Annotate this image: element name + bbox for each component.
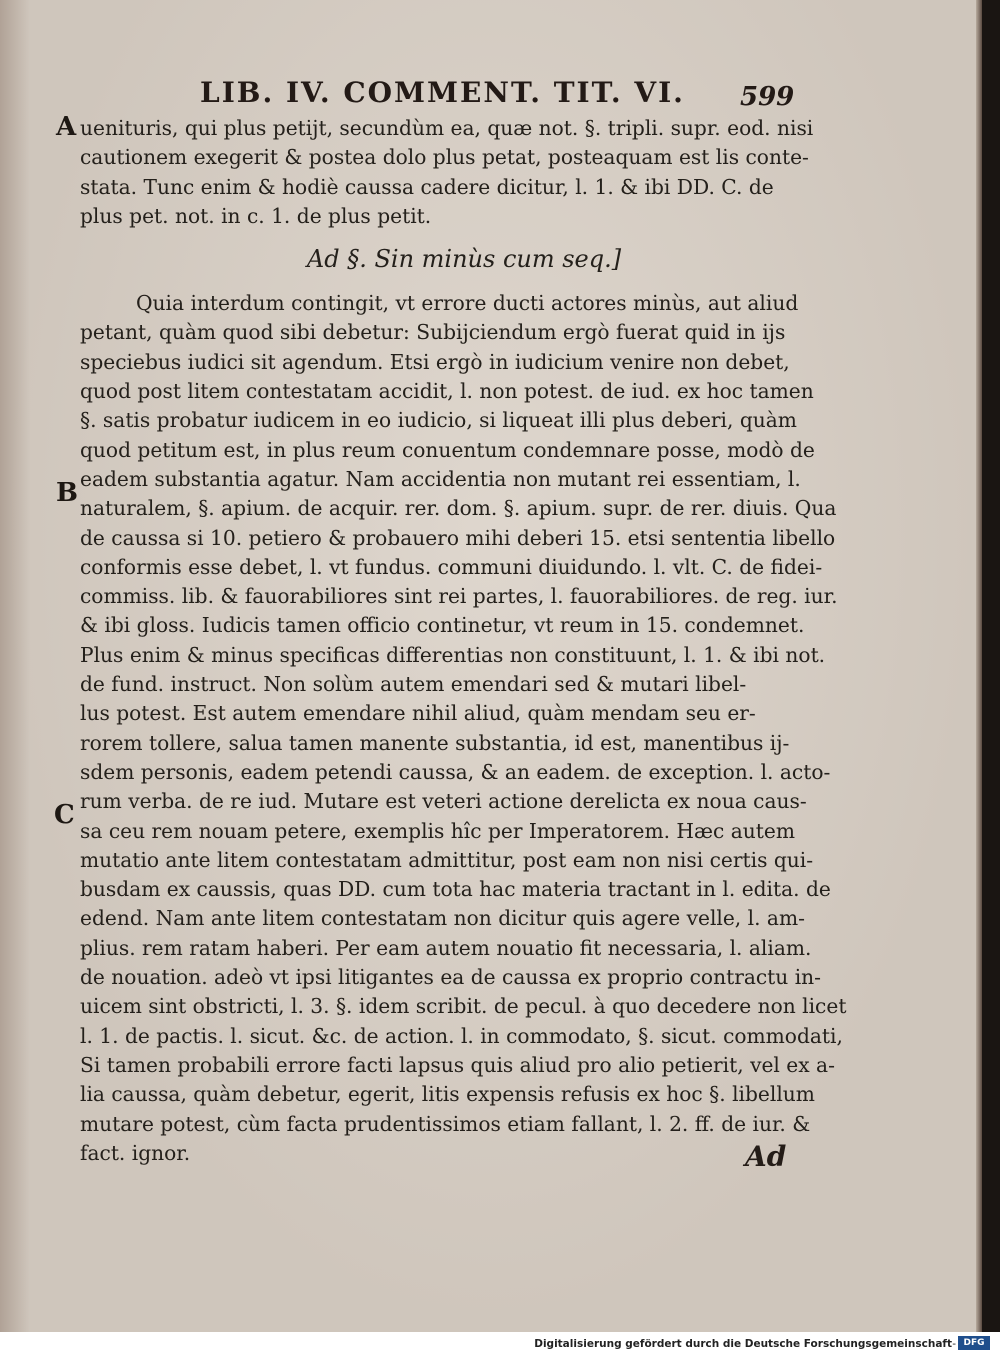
text-line: mutatio ante litem contestatam admittitur, post eam non nisi certis qui- — [80, 847, 814, 872]
text-line: plius. rem ratam haberi. Per eam autem nouatio fit necessaria, l. aliam. — [80, 935, 812, 960]
text-line: busdam ex caussis, quas DD. cum tota hac materia tractant in l. edita. de — [80, 877, 831, 902]
text-line: cautionem exegerit & postea dolo plus petat, posteaquam est lis conte- — [80, 145, 809, 170]
footer-bar — [0, 1332, 1000, 1356]
text-block — [80, 114, 847, 1168]
text-line: petant, quàm quod sibi debetur: Subijciendum ergò fuerat quid in ijs — [80, 320, 786, 345]
footer-separator: - — [952, 1338, 956, 1350]
text-line: sdem personis, eadem petendi caussa, & an eadem. de exception. l. acto- — [80, 759, 831, 784]
running-head: LIB. IV. COMMENT. TIT. VI. — [200, 76, 685, 109]
dfg-logo-icon[interactable]: DFG — [958, 1336, 990, 1350]
text-line: l. 1. de pactis. l. sicut. &c. de action. l. in commodato, §. sicut. commodati, — [80, 1023, 843, 1048]
catchword: Ad — [745, 1140, 787, 1173]
text-line: stata. Tunc enim & hodiè caussa cadere dicitur, l. 1. & ibi DD. C. de — [80, 174, 774, 199]
text-line: plus pet. not. in c. 1. de plus petit. — [80, 203, 432, 228]
text-line: lus potest. Est autem emendare nihil aliud, quàm mendam seu er- — [80, 701, 756, 726]
page-number: 599 — [740, 82, 795, 112]
text-line: rum verba. de re iud. Mutare est veteri actione derelicta ex noua caus- — [80, 789, 807, 814]
margin-letter-c: C — [54, 800, 75, 830]
text-line: de nouation. adeò vt ipsi litigantes ea de caussa ex proprio contractu in- — [80, 965, 821, 990]
text-line: mutare potest, cùm facta prudentissimos etiam fallant, l. 2. ff. de iur. & — [80, 1111, 811, 1136]
text-line: de caussa si 10. petiero & probauero mihi deberi 15. etsi sententia libello — [80, 525, 836, 550]
text-line: quod petitum est, in plus reum conuentum condemnare posse, modò de — [80, 437, 815, 462]
text-line: eadem substantia agatur. Nam accidentia non mutant rei essentiam, l. — [80, 466, 801, 491]
text-line: de fund. instruct. Non solùm autem emendari sed & mutari libel- — [80, 672, 747, 697]
text-line: naturalem, §. apium. de acquir. rer. dom. §. apium. supr. de rer. diuis. Qua — [80, 496, 837, 521]
margin-letter-b: B — [56, 478, 78, 508]
text-line: Plus enim & minus specificas differentias non constituunt, l. 1. & ibi not. — [80, 642, 826, 667]
text-line: edend. Nam ante litem contestatam non dicitur quis agere velle, l. am- — [80, 906, 805, 931]
margin-letter-a: A — [56, 112, 77, 142]
text-line: speciebus iudici sit agendum. Etsi ergò in iudicium venire non debet, — [80, 349, 790, 374]
text-line: uenituris, qui plus petijt, secundùm ea, quæ not. §. tripli. supr. eod. nisi — [80, 116, 814, 140]
text-line: lia caussa, quàm debetur, egerit, litis expensis refusis ex hoc §. libellum — [80, 1082, 815, 1107]
footer-credit: Digitalisierung gefördert durch die Deutsche Forschungsgemeinschaft — [534, 1338, 952, 1350]
text-line: rorem tollere, salua tamen manente substantia, id est, manentibus ij- — [80, 730, 790, 755]
text-line: §. satis probatur iudicem in eo iudicio, si liqueat illi plus deberi, quàm — [80, 408, 797, 433]
section-heading: Ad §. Sin minùs cum seq.] — [306, 245, 622, 274]
text-line: fact. ignor. — [80, 1140, 191, 1165]
text-line: conformis esse debet, l. vt fundus. communi diuidundo. l. vlt. C. de fidei- — [80, 554, 823, 579]
text-line: quod post litem contestatam accidit, l. non potest. de iud. ex hoc tamen — [80, 379, 814, 404]
page-edge — [976, 0, 982, 1332]
text-line: commiss. lib. & fauorabiliores sint rei partes, l. fauorabiliores. de reg. iur. — [80, 584, 838, 609]
text-line: Si tamen probabili errore facti lapsus quis aliud pro alio petierit, vel ex a- — [80, 1052, 835, 1077]
text-line: sa ceu rem nouam petere, exemplis hîc per Imperatorem. Hæc autem — [80, 818, 795, 843]
text-line: uicem sint obstricti, l. 3. §. idem scribit. de pecul. à quo decedere non licet — [80, 994, 847, 1019]
text-line: & ibi gloss. Iudicis tamen officio continetur, vt reum in 15. condemnet. — [80, 613, 805, 638]
text-line: Quia interdum contingit, vt errore ducti actores minùs, aut aliud — [136, 291, 799, 316]
